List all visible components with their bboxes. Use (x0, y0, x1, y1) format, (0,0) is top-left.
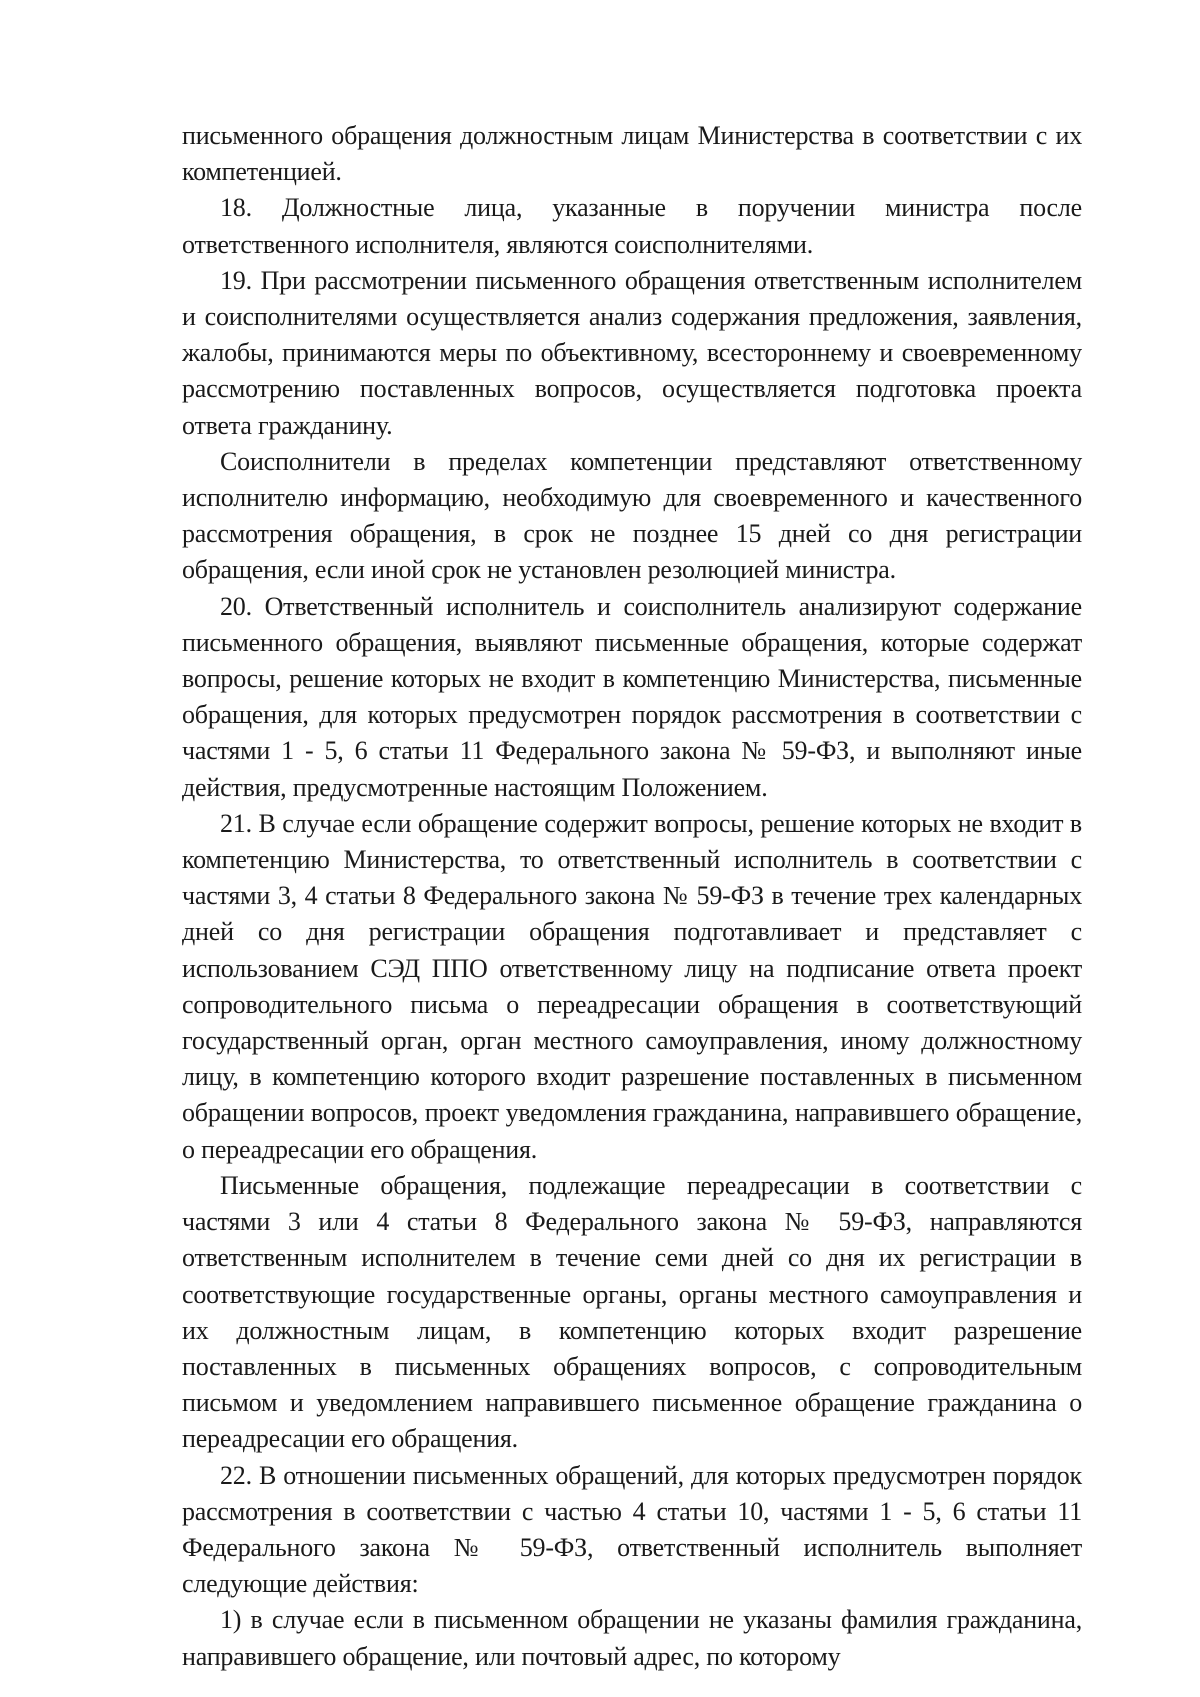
paragraph-continuation: письменного обращения должностным лицам Министерства в соответствии с их компетенцией. (182, 121, 1082, 187)
paragraph-co-executors: Соисполнители в пределах компетенции представляют ответственному исполнителю информацию, необходимую для своевременного и качественного рассмотрения обращения, в срок не позднее 15 дней со дня регистрации обращения, если иной срок не установлен резолюцией министра. (182, 446, 1082, 585)
paragraph-18: 18. Должностные лица, указанные в поручении министра после ответственного исполнителя, являются соисполнителями. (182, 193, 1082, 259)
paragraph-22: 22. В отношении письменных обращений, для которых предусмотрен порядок рассмотрения в соответствии с частью 4 статьи 10, частями 1 - 5, 6 статьи 11 Федерального закона № 59-ФЗ, ответственный исполнитель выполняет следующие действия: (182, 1460, 1082, 1599)
paragraph-22-item-1: 1) в случае если в письменном обращении не указаны фамилия гражданина, направившего обращение, или почтовый адрес, по которому (182, 1605, 1082, 1671)
document-body (182, 118, 1082, 1675)
paragraph-readdress: Письменные обращения, подлежащие переадресации в соответствии с частями 3 или 4 статьи 8 Федерального закона № 59-ФЗ, направляются ответственным исполнителем в течение семи дней со дня их регистрации в соответствующие государственные органы, органы местного самоуправления и их должностным лицам, в компетенцию которых входит разрешение поставленных в письменных обращениях вопросов, с сопроводительным письмом и уведомлением направившего письменное обращение гражданина о переадресации его обращения. (182, 1170, 1082, 1454)
paragraph-21: 21. В случае если обращение содержит вопросы, решение которых не входит в компетенцию Министерства, то ответственный исполнитель в соответствии с частями 3, 4 статьи 8 Федерального закона № 59-ФЗ в течение трех календарных дней со дня регистрации обращения подготавливает и представляет с использованием СЭД ППО ответственному лицу на подписание ответа проект сопроводительного письма о переадресации обращения в соответствующий государственный орган, орган местного самоуправления, иному должностному лицу, в компетенцию которого входит разрешение поставленных в письменном обращении вопросов, проект уведомления гражданина, направившего обращение, о переадресации его обращения. (182, 808, 1082, 1164)
paragraph-19: 19. При рассмотрении письменного обращения ответственным исполнителем и соисполнителями осуществляется анализ содержания предложения, заявления, жалобы, принимаются меры по объективному, всестороннему и своевременному рассмотрению поставленных вопросов, осуществляется подготовка проекта ответа гражданину. (182, 265, 1082, 440)
paragraph-20: 20. Ответственный исполнитель и соисполнитель анализируют содержание письменного обращения, выявляют письменные обращения, которые содержат вопросы, решение которых не входит в компетенцию Министерства, письменные обращения, для которых предусмотрен порядок рассмотрения в соответствии с частями 1 - 5, 6 статьи 11 Федерального закона № 59-ФЗ, и выполняют иные действия, предусмотренные настоящим Положением. (182, 591, 1082, 802)
